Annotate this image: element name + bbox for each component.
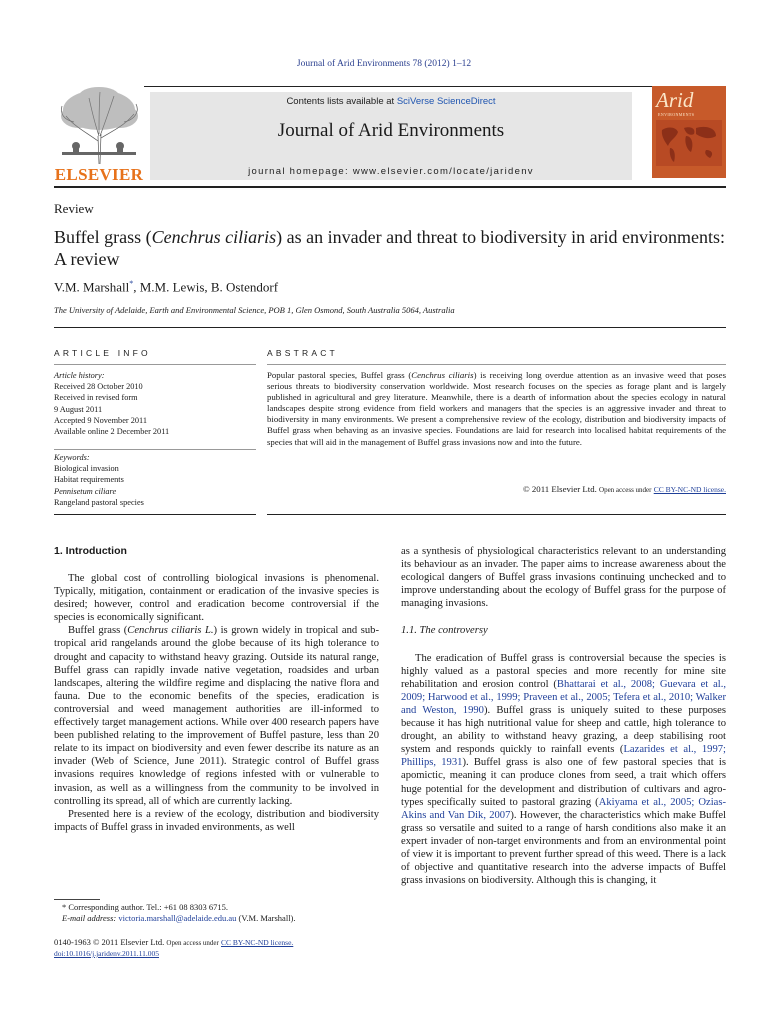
publisher-name: ELSEVIER <box>54 165 144 184</box>
journal-cover-image[interactable] <box>652 86 726 178</box>
p2-species: Cenchrus ciliaris L. <box>127 625 214 637</box>
abstract-heading: ABSTRACT <box>267 348 338 358</box>
license-link[interactable]: CC BY-NC-ND license. <box>653 485 726 494</box>
abstract-pre: Popular pastoral species, Buffel grass ( <box>267 370 412 380</box>
keyword-item: Biological invasion <box>54 464 119 474</box>
p2-post: ) is grown widely in tropical and sub-tropical arid rangelands around the globe because of its high tolerance to drought and capacity to withstand heavy grazing. Outside its natural range, Buffel grass can rapidly invade native vegetation, roadsides and urban landscapes, altering the wildfire regime and displacing the native flora and fauna. Due to the economic benefits of the species, eradication is controversial and weed management authorities are ill-informed to effectively target management actions. While over 400 research papers have been published relating to the improvement of Buffel pasture, less than 20 relate to its impact on biodiversity and even fewer describe its nature as an invader (Web of Science, June 2011). Strategic control of Buffel grass invasions requires knowledge of regions infested with or vulnerable to invasion, as well as a willingness from the community to be involved in controlling its spread, all of which are currently lacking. <box>54 625 379 807</box>
subsection-heading-controversy: 1.1. The controversy <box>401 625 488 637</box>
reference-link[interactable]: Akiyama et al., 2005; Ozias-Akins and Van Dik, 2007 <box>401 796 726 821</box>
copyright-text: © 2011 Elsevier Ltd. <box>523 484 597 494</box>
abstract-species: Cenchrus ciliaris <box>411 370 474 380</box>
keyword-item: Habitat requirements <box>54 475 124 485</box>
corresponding-author-link[interactable]: * <box>129 279 134 288</box>
article-info-rule <box>54 364 256 365</box>
keyword-item: Rangeland pastoral species <box>54 497 144 507</box>
intro-paragraph-3: Presented here is a review of the ecology, distribution and biodiversity impacts of Buffel grass in invaded environments, as well <box>54 808 379 833</box>
cover-subtitle: ENVIRONMENTS <box>658 112 695 117</box>
p2-pre: Buffel grass ( <box>68 625 128 637</box>
article-info-heading: ARTICLE INFO <box>54 348 151 358</box>
author-list <box>54 279 278 295</box>
author-others: , M.M. Lewis, B. Ostendorf <box>133 279 279 295</box>
keyword-item: Pennisetum ciliare <box>54 486 117 496</box>
abstract-bottom-rule <box>267 514 726 515</box>
history-item: 9 August 2011 <box>54 404 103 414</box>
world-map-icon <box>656 120 722 166</box>
contents-prefix: Contents lists available at <box>286 96 397 107</box>
article-info-bottom-rule <box>54 514 256 515</box>
doi-link[interactable]: doi:10.1016/j.jaridenv.2011.11.005 <box>54 949 159 958</box>
intro-paragraph-1: The global cost of controlling biological invasions is phenomenal. Typically, mitigation, containment or eradication of the invasive species is desired; however, control and eradication become controversial if the species is economically significant. <box>54 573 379 624</box>
reference-link[interactable]: Bhattarai et al., 2008; Guevara et al., 2009; Harwood et al., 1999; Praveen et al., 2005; Tefera et al., 2010; Walker and Weston, 1990 <box>401 678 727 716</box>
section-rule <box>54 327 726 328</box>
history-item: Received in revised form <box>54 393 138 403</box>
history-label: Article history: <box>54 371 105 380</box>
left-body-column <box>54 572 379 834</box>
header-top-rule <box>54 86 726 87</box>
email-note <box>62 913 296 924</box>
contents-line <box>150 96 632 107</box>
issn-text: 0140-1963 © 2011 Elsevier Ltd. <box>54 937 165 947</box>
cp-c: ). Buffel grass is also one of few pastoral species that is apomictic, meaning it can produce clones from seed, a trait which offers huge potential for the development and distribution of cultivars and agro-types specifically suited to pastoral grazing ( <box>401 757 726 808</box>
open-access-label: Open access under <box>166 939 219 947</box>
right-body-column <box>401 545 726 887</box>
license-link[interactable]: CC BY-NC-ND license. <box>221 938 294 947</box>
title-post: ) as an invader and threat to biodiversity in arid environments: A review <box>54 227 726 269</box>
article-title <box>54 226 726 270</box>
email-link[interactable]: victoria.marshall@adelaide.edu.au <box>118 913 237 923</box>
header-bottom-rule <box>54 186 726 188</box>
keywords-block <box>54 452 256 508</box>
abstract-copyright <box>267 484 726 494</box>
journal-title: Journal of Arid Environments <box>277 120 505 141</box>
title-species: Cenchrus ciliaris <box>151 227 277 247</box>
reference-link[interactable]: Lazarides et al., 1997; Phillips, 1931 <box>401 744 726 769</box>
title-pre: Buffel grass ( <box>54 227 152 247</box>
section-heading-introduction: 1. Introduction <box>54 545 127 557</box>
corresponding-author-note: * Corresponding author. Tel.: +61 08 8303 6715. <box>62 902 229 912</box>
cp-b: ). Buffel grass is uniquely suited to these purposes because it has high nutritional value for sheep and cattle, high tolerance to drought, an ability to withstand heavy grazing, a deep stabilising root system and responds quickly to rainfall events ( <box>401 704 727 756</box>
sciencedirect-link[interactable]: SciVerse ScienceDirect <box>396 96 496 107</box>
history-item: Received 28 October 2010 <box>54 382 143 392</box>
history-item: Available online 2 December 2011 <box>54 427 170 437</box>
history-item: Accepted 9 November 2011 <box>54 415 147 425</box>
email-suffix: (V.M. Marshall). <box>236 913 296 923</box>
abstract-rule <box>267 364 726 365</box>
footnote-rule <box>54 899 100 900</box>
open-access-label: Open access under <box>599 486 652 494</box>
cp-d: ). However, the characteristics which make Buffel grass so versatile and suited to a range of harsh conditions also make it an expert invader of non-target environments and from an environmental point of view it is important to prevent further spread of this weed. There is a lack of objective and quantitative research into the adverse impacts of Buffel grass invasions on biodiversity. Although this is changing, it <box>401 809 726 887</box>
journal-homepage[interactable]: journal homepage: www.elsevier.com/locate/jaridenv <box>248 166 534 177</box>
affiliation: The University of Adelaide, Earth and Environmental Science, POB 1, Glen Osmond, South Australia 5064, Australia <box>54 305 455 315</box>
abstract-post: ) is receiving long overdue attention as an invasive weed that poses serious threats to biodiversity conservation worldwide. Most research focuses on the species as forage plant and is largely published in agricultural and grey literature. Meanwhile, there is a dearth of information about the species ecology in natural landscapes despite strong evidence from field workers and managers that the species is an aggressive invader and threat to biodiversity in many environments. We present a comprehensive review of the ecology, distribution and biodiversity impacts of Buffel grass when behaving as an invasive species. Foundations are laid for research into localised habitat requirements of the species that will aid in the management of Buffel grass invasions now and into the future. <box>267 370 726 447</box>
controversy-paragraph <box>401 652 726 888</box>
article-history <box>54 370 256 437</box>
cp-a: The eradication of Buffel grass is controversial because the species is highly valued as a pastoral species and more recently for mine site rehabilitation and erosion control ( <box>401 652 726 690</box>
journal-citation[interactable]: Journal of Arid Environments 78 (2012) 1–12 <box>296 59 472 69</box>
journal-banner <box>150 92 632 180</box>
doi-line <box>54 948 159 959</box>
email-label: E-mail address: <box>62 913 119 923</box>
abstract-text <box>267 370 726 448</box>
article-type: Review <box>54 201 94 216</box>
cover-title: Arid <box>656 88 694 112</box>
right-paragraph-1: as a synthesis of physiological characteristics relevant to an understanding its behaviour as an invader. The paper aims to increase awareness about the ecological dangers of Buffel grass invasions continuing unchecked and to improve understanding about the ecology of Buffel grass for the purpose of managing invasions. <box>401 546 726 610</box>
intro-paragraph-2 <box>54 624 379 807</box>
author-first: V.M. Marshall <box>54 279 130 295</box>
keywords-rule <box>54 449 256 450</box>
keywords-label: Keywords: <box>54 453 90 462</box>
